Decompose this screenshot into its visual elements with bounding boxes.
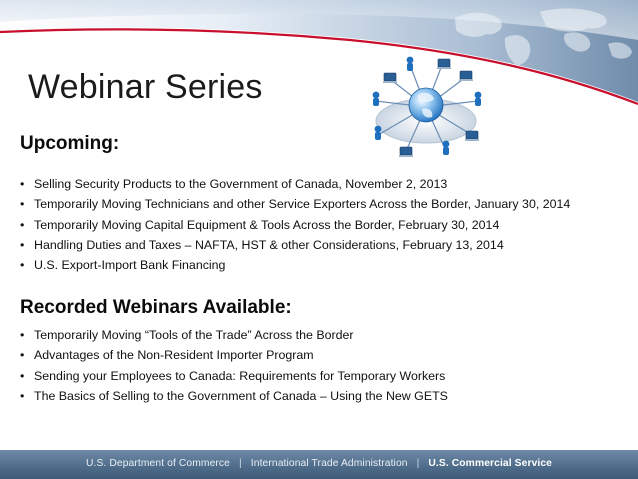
footer-service: U.S. Commercial Service: [428, 458, 553, 469]
global-network-icon: [362, 55, 490, 163]
slide-title: Webinar Series: [28, 68, 263, 106]
list-item-text: Temporarily Moving Technicians and other Service Exporters Across the Border, January 30, 2014: [34, 197, 571, 212]
list-item-text: Temporarily Moving Capital Equipment & Tools Across the Border, February 30, 2014: [34, 217, 500, 232]
bullet-icon: •: [20, 348, 25, 363]
footer-administration: International Trade Administration: [250, 458, 408, 469]
list-item: [20, 255, 570, 275]
list-item-text: Selling Security Products to the Government of Canada, November 2, 2013: [34, 177, 448, 191]
list-item: [20, 194, 570, 214]
list-item: [20, 325, 448, 345]
recorded-heading: Recorded Webinars Available:: [20, 297, 292, 318]
list-item-text: The Basics of Selling to the Government of Canada – Using the New GETS: [34, 388, 448, 403]
footer-department: U.S. Department of Commerce: [85, 458, 231, 469]
footer-separator: |: [416, 458, 420, 469]
list-item-text: Sending your Employees to Canada: Requirements for Temporary Workers: [34, 368, 446, 383]
bullet-icon: •: [20, 328, 25, 342]
list-item: [20, 215, 570, 235]
list-item: [20, 174, 570, 194]
bullet-icon: •: [20, 197, 25, 212]
list-item-text: Temporarily Moving “Tools of the Trade” Across the Border: [34, 328, 354, 342]
footer-bar: [0, 450, 638, 479]
list-item: [20, 386, 448, 406]
bullet-icon: •: [20, 217, 25, 232]
bullet-icon: •: [20, 177, 25, 191]
bullet-icon: •: [20, 237, 25, 252]
upcoming-heading: Upcoming:: [20, 133, 120, 154]
footer-separator: |: [239, 458, 242, 469]
list-item: [20, 345, 448, 365]
bullet-icon: •: [20, 368, 25, 383]
bullet-icon: •: [20, 388, 25, 403]
list-item: [20, 366, 448, 386]
list-item-text: U.S. Export-Import Bank Financing: [34, 258, 226, 273]
list-item-text: Advantages of the Non-Resident Importer Program: [34, 348, 314, 363]
bullet-icon: •: [20, 258, 25, 273]
footer-text: [0, 458, 638, 469]
recorded-list: [20, 325, 448, 406]
list-item-text: Handling Duties and Taxes – NAFTA, HST & other Considerations, February 13, 2014: [34, 237, 504, 252]
upcoming-list: [20, 174, 570, 275]
list-item: [20, 235, 570, 255]
